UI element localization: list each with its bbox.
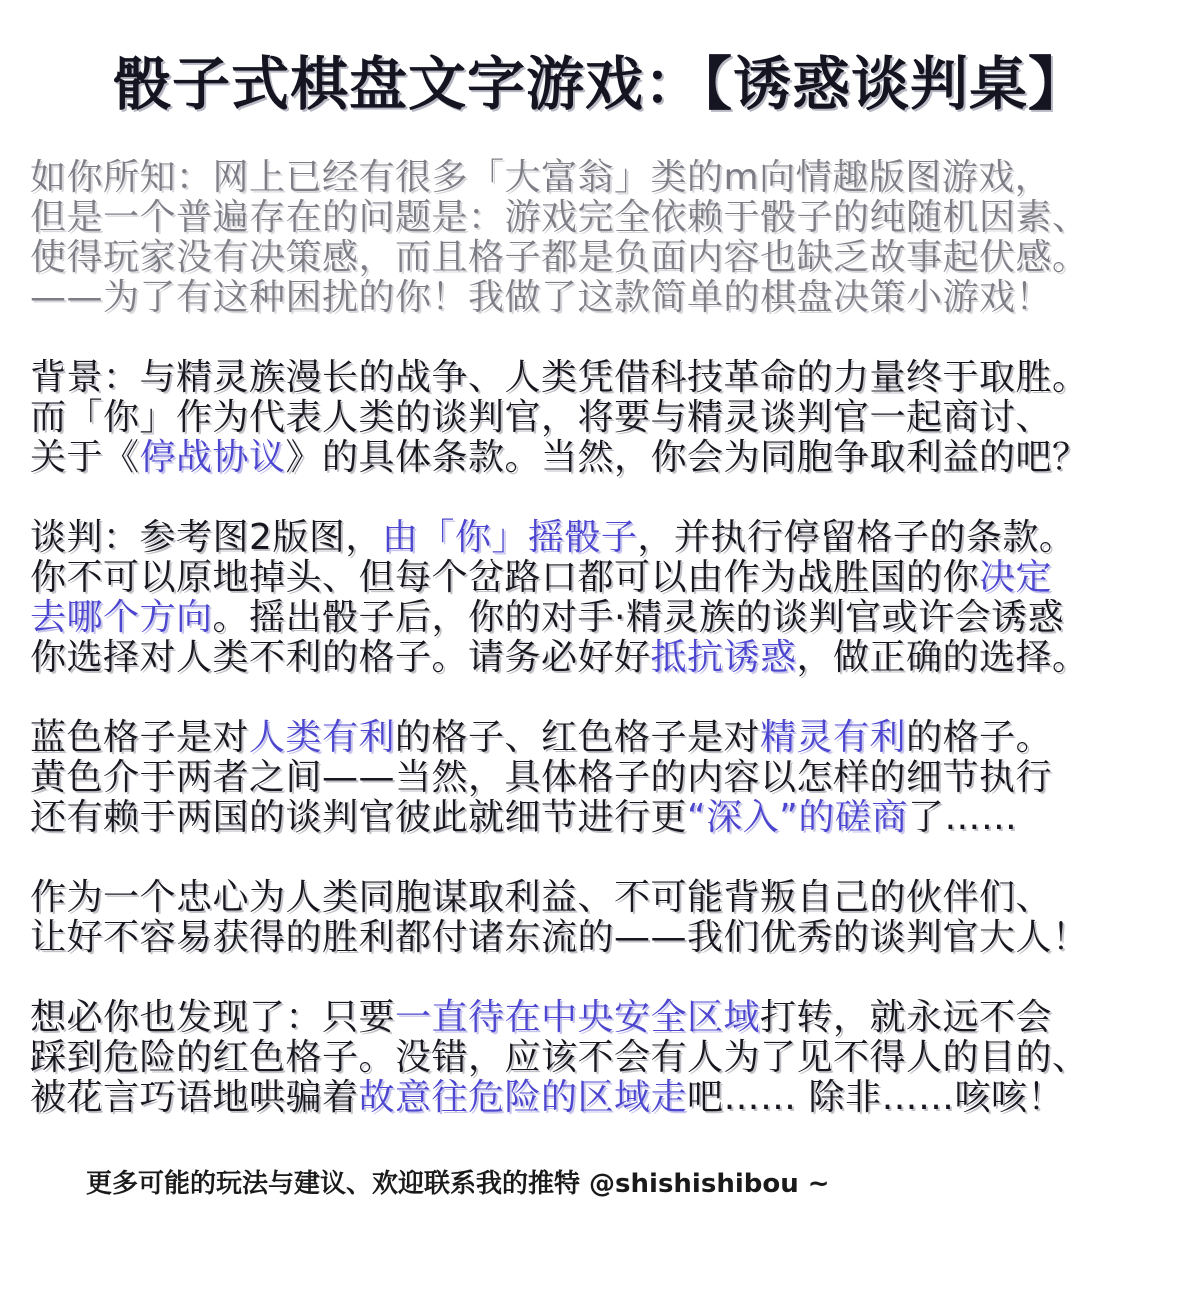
highlight-ceasefire-agreement: 停战协议 bbox=[139, 437, 286, 478]
hint-paragraph bbox=[30, 998, 1180, 1118]
tile-colors-line: 黄色介于两者之间——当然，具体格子的内容以怎样的细节执行 bbox=[30, 757, 1053, 798]
highlight-human-favored: 人类有利 bbox=[249, 717, 396, 758]
highlight-resist-temptation: 抵抗诱惑 bbox=[650, 637, 797, 678]
background-line: 而「你」作为代表人类的谈判官，将要与精灵谈判官一起商讨、 bbox=[30, 397, 1053, 438]
text-run: 吧…… 除非……咳咳！ bbox=[687, 1077, 1064, 1118]
text-run: 还有赖于两国的谈判官彼此就细节进行更 bbox=[30, 797, 688, 838]
highlight-danger-zone: 故意往危险的区域走 bbox=[358, 1077, 688, 1118]
text-run: 想必你也发现了：只要 bbox=[30, 997, 396, 1038]
text-run: 你不可以原地掉头、但每个岔路口都可以由作为战胜国的你 bbox=[30, 557, 980, 598]
hint-line bbox=[30, 998, 1180, 1038]
text-run: ，做正确的选择。 bbox=[796, 637, 1089, 678]
intro-paragraph bbox=[30, 158, 1180, 318]
text-run: 。摇出骰子后，你的对手·精灵族的谈判官或许会诱惑 bbox=[212, 597, 1064, 638]
text-run: 的格子、红色格子是对 bbox=[395, 717, 761, 758]
text-run: 被花言巧语地哄骗着 bbox=[30, 1077, 359, 1118]
highlight-safe-zone: 一直待在中央安全区域 bbox=[395, 997, 761, 1038]
text-run: 谈判：参考图2版图， bbox=[30, 517, 382, 558]
loyal-line: 让好不容易获得的胜利都付诸东流的——我们优秀的谈判官大人！ bbox=[30, 917, 1089, 958]
loyal-paragraph bbox=[30, 878, 1180, 958]
highlight-decide-direction: 决定 bbox=[979, 557, 1053, 598]
negotiation-paragraph bbox=[30, 518, 1180, 678]
highlight-decide-direction: 去哪个方向 bbox=[30, 597, 213, 638]
intro-line: 如你所知：网上已经有很多「大富翁」类的m向情趣版图游戏， bbox=[30, 157, 1052, 198]
page-title: 骰子式棋盘文字游戏：【诱惑谈判桌】 bbox=[112, 50, 1087, 118]
document-body bbox=[30, 158, 1180, 1118]
intro-line: 使得玩家没有决策感，而且格子都是负面内容也缺乏故事起伏感。 bbox=[30, 237, 1089, 278]
tile-colors-paragraph bbox=[30, 718, 1180, 838]
text-run: 打转，就永远不会 bbox=[760, 997, 1053, 1038]
loyal-line: 作为一个忠心为人类同胞谋取利益、不可能背叛自己的伙伴们、 bbox=[30, 877, 1053, 918]
highlight-elf-favored: 精灵有利 bbox=[760, 717, 907, 758]
hint-line bbox=[30, 1078, 1180, 1118]
tile-colors-line bbox=[30, 718, 1180, 758]
negotiation-line bbox=[30, 598, 1180, 638]
text-run: 关于《 bbox=[30, 437, 140, 478]
negotiation-line bbox=[30, 518, 1180, 558]
background-paragraph bbox=[30, 358, 1180, 478]
text-run: 你选择对人类不利的格子。请务必好好 bbox=[30, 637, 651, 678]
text-run: 》的具体条款。当然，你会为同胞争取利益的吧？ bbox=[285, 437, 1089, 478]
highlight-you-roll-dice: 由「你」摇骰子 bbox=[381, 517, 638, 558]
text-run: 的格子。 bbox=[906, 717, 1053, 758]
background-line: 背景：与精灵族漫长的战争、人类凭借科技革命的力量终于取胜。 bbox=[30, 357, 1089, 398]
footer-contact: 更多可能的玩法与建议、欢迎联系我的推特 @shishishibou ~ bbox=[86, 1169, 830, 1199]
hint-line: 踩到危险的红色格子。没错，应该不会有人为了见不得人的目的、 bbox=[30, 1037, 1089, 1078]
negotiation-line bbox=[30, 558, 1180, 598]
text-run: 蓝色格子是对 bbox=[30, 717, 250, 758]
text-run: ，并执行停留格子的条款。 bbox=[637, 517, 1076, 558]
highlight-deep-consultation: “深入”的磋商 bbox=[687, 797, 908, 838]
background-line bbox=[30, 438, 1180, 478]
text-run: 了…… bbox=[907, 797, 1018, 838]
tile-colors-line bbox=[30, 798, 1180, 838]
intro-line: ——为了有这种困扰的你！我做了这款简单的棋盘决策小游戏！ bbox=[30, 277, 1053, 318]
negotiation-line bbox=[30, 638, 1180, 678]
intro-line: 但是一个普遍存在的问题是：游戏完全依赖于骰子的纯随机因素、 bbox=[30, 197, 1089, 238]
